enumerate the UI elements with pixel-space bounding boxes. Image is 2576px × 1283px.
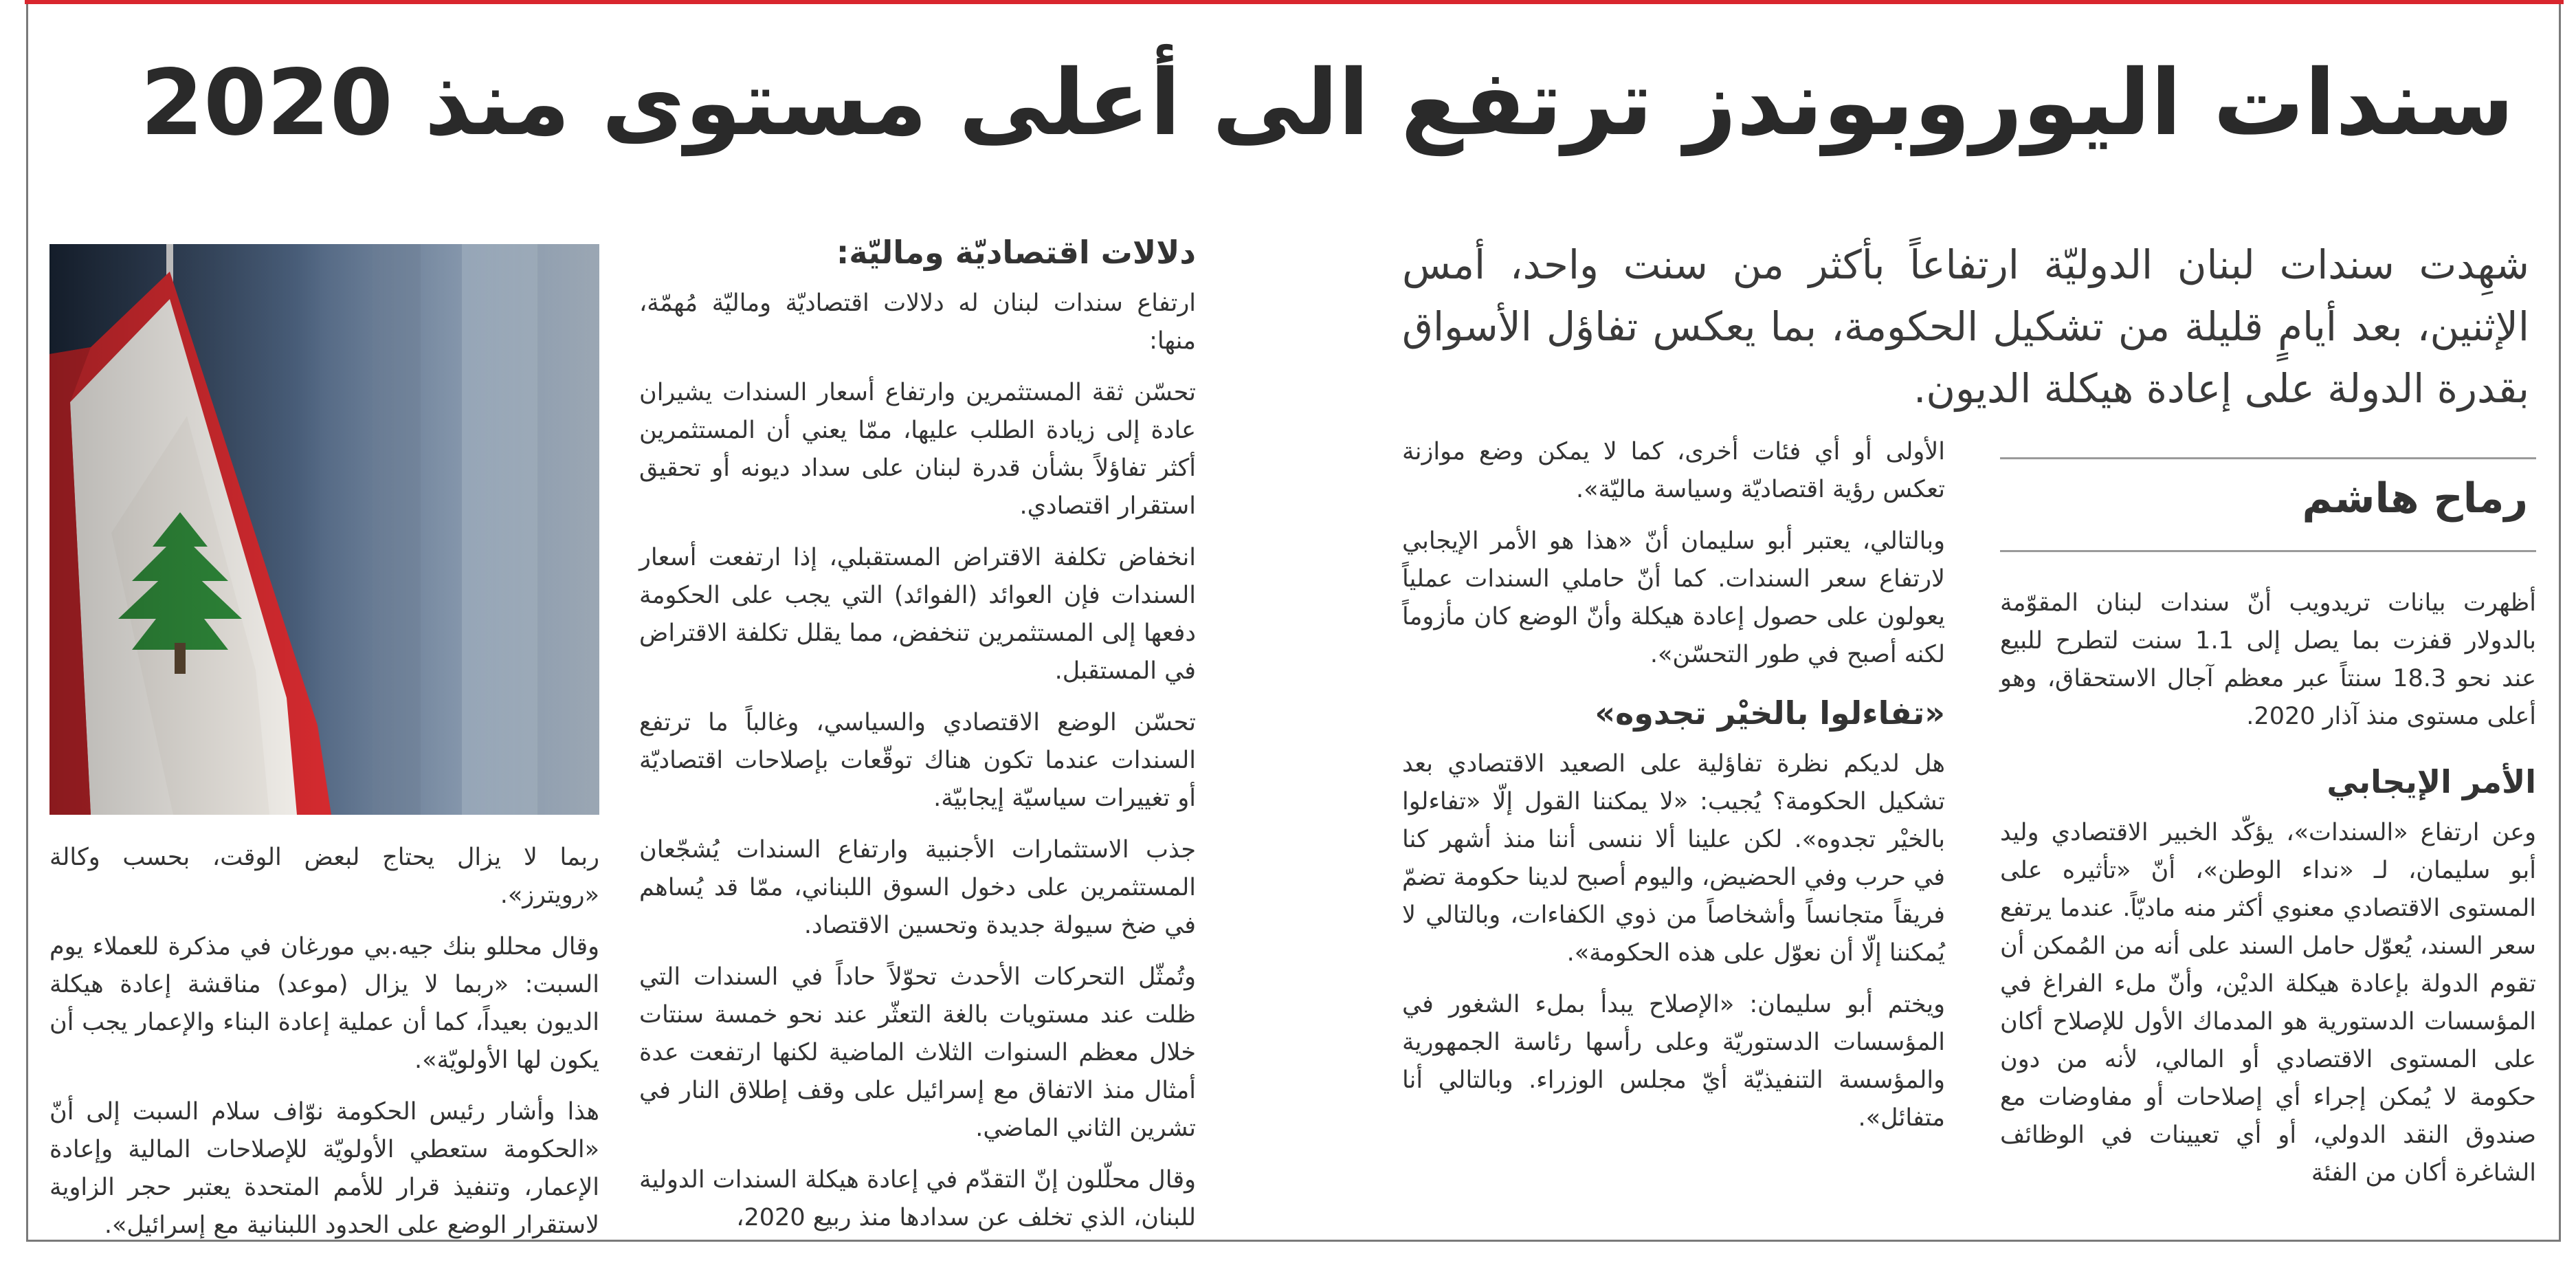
paragraph: تحسّن الوضع الاقتصادي والسياسي، وغالباً ما ترتفع السندات عندما تكون هناك توقّعات بإصلاحات اقتصاديّة أو تغييرات سياسيّة إيجابيّة. [639,709,1196,812]
column-3 [639,234,1196,1251]
section-subhead: «تفاءلوا بالخيْر تجدوه» [1595,694,1945,732]
section-subhead: الأمر الإيجابي [2327,763,2536,800]
paragraph: هذا وأشار رئيس الحكومة نوّاف سلام السبت إلى أنّ «الحكومة ستعطي الأولويّة للإصلاحات المالية وإعادة الإعمار، وتنفيذ قرار للأمم المتحدة يعتبر حجر الزاوية لاستقرار الوضع على الحدود اللبنانية مع إسرائيل». [49,1098,599,1239]
lebanese-flag-illustration [49,244,599,815]
paragraph: ويختم أبو سليمان: «الإصلاح يبدأ بملء الشغور في المؤسسات الدستوريّة وعلى رأسها رئاسة الجمهورية والمؤسسة التنفيذيّة أيّ مجلس الوزراء. وبالتالي أنا متفائل». [1402,991,1945,1132]
article-headline: سندات اليوروبوندز ترتفع الى أعلى مستوى منذ 2020 [140,50,2514,156]
paragraph: الأولى أو أي فئات أخرى، كما لا يمكن وضع موازنة تعكس رؤية اقتصاديّة وسياسة ماليّة». [1402,438,1945,503]
paragraph: وقال محللو بنك جيه.بي مورغان في مذكرة للعملاء يوم السبت: «ربما لا يزال (موعد) مناقشة إعادة هيكلة الديون بعيداً، كما أن عملية إعادة البناء والإعمار يجب أن يكون لها الأولويّة». [49,933,599,1074]
lebanese-flag-photo [49,244,599,815]
paragraph: ارتفاع سندات لبنان له دلالات اقتصاديّة وماليّة مُهمّة، منها: [639,289,1196,355]
paragraph: وقال محلّلون إنّ التقدّم في إعادة هيكلة السندات الدولية للبنان، الذي تخلف عن سدادها منذ ربيع 2020، [639,1166,1196,1231]
paragraph: وبالتالي، يعتبر أبو سليمان أنّ «هذا هو الأمر الإيجابي لارتفاع سعر السندات. كما أنّ حاملي السندات عملياً يعولون على حصول إعادة هيكلة وأنّ الوضع كان مأزوماً لكنه أصبح في طور التحسّن». [1402,527,1945,668]
paragraph: أظهرت بيانات تريدويب أنّ سندات لبنان المقوّمة بالدولار قفزت بما يصل إلى 1.1 سنت لتطرح للبيع عند نحو 18.3 سنتاً عبر معظم آجال الاستحقاق، وهو أعلى مستوى منذ آذار 2020. [2000,589,2536,730]
author-name: رماح هاشم [2302,474,2528,523]
author-rule-top [2000,457,2536,459]
paragraph: وعن ارتفاع «السندات»، يؤكّد الخبير الاقتصادي وليد أبو سليمان، لـ «نداء الوطن»، أنّ «تأثيره على المستوى الاقتصادي معنوي أكثر منه ماديّاً. عندما يرتفع سعر السند، يُعوّل حامل السند على أنه من المُمكن أن تقوم الدولة بإعادة هيكلة الديْن، وأنّ ملء الفراغ في المؤسسات الدستورية هو المدماك الأول للإصلاح أكان على المستوى الاقتصادي أو المالي، لأنه من دون حكومة لا يُمكن إجراء أي إصلاحات أو مفاوضات مع صندوق النقد الدولي، أو أي تعيينات في الوظائف الشاغرة أكان من الفئة [2000,819,2536,1187]
paragraph: تحسّن ثقة المستثمرين وارتفاع أسعار السندات يشيران عادة إلى زيادة الطلب عليها، ممّا يعني أن المستثمرين أكثر تفاؤلاً بشأن قدرة لبنان على سداد ديونه أو تحقيق استقرار اقتصادي. [639,379,1196,520]
paragraph: وتُمثّل التحركات الأحدث تحوّلاً حاداً في السندات التي ظلت عند مستويات بالغة التعثّر عند نحو خمسة سنتات خلال معظم السنوات الثلاث الماضية لكنها ارتفعت عدة أمثال منذ الاتفاق مع إسرائيل على وقف إطلاق النار في تشرين الثاني الماضي. [639,963,1196,1142]
column-1 [2000,584,2536,1206]
paragraph: هل لديكم نظرة تفاؤلية على الصعيد الاقتصادي بعد تشكيل الحكومة؟ يُجيب: «لا يمكننا القول إلّا «تفاءلوا بالخيْر تجدوه». لكن علينا ألا ننسى أننا منذ أشهر كنا في حرب وفي الحضيض، واليوم أصبح لدينا حكومة تضمّ فريقاً متجانساً وأشخاصاً من ذوي الكفاءات، وبالتالي لا يُمكننا إلّا أن نعوّل على هذه الحكومة». [1402,750,1945,967]
article-lead: شهِدت سندات لبنان الدوليّة ارتفاعاً بأكثر من سنت واحد، أمس الإثنين، بعد أيامٍ قليلة من تشكيل الحكومة، بما يعكس تفاؤل الأسواق بقدرة الدولة على إعادة هيكلة الديون. [1402,241,2529,412]
column-2 [1402,433,1945,1151]
paragraph: انخفاض تكلفة الاقتراض المستقبلي، إذا ارتفعت أسعار السندات فإن العوائد (الفوائد) التي يجب على الحكومة دفعها إلى المستثمرين تنخفض، مما يقلل تكلفة الاقتراض في المستقبل. [639,544,1196,685]
paragraph: ربما لا يزال يحتاج لبعض الوقت، بحسب وكالة «رويترز». [49,844,599,909]
author-rule-bottom [2000,550,2536,552]
paragraph: جذب الاستثمارات الأجنبية وارتفاع السندات يُشجّعان المستثمرين على دخول السوق اللبناني، ممّا قد يُساهم في ضخ سيولة جديدة وتحسين الاقتصاد. [639,836,1196,939]
section-subhead: دلالات اقتصاديّة وماليّة: [836,234,1196,271]
column-4 [49,839,599,1258]
